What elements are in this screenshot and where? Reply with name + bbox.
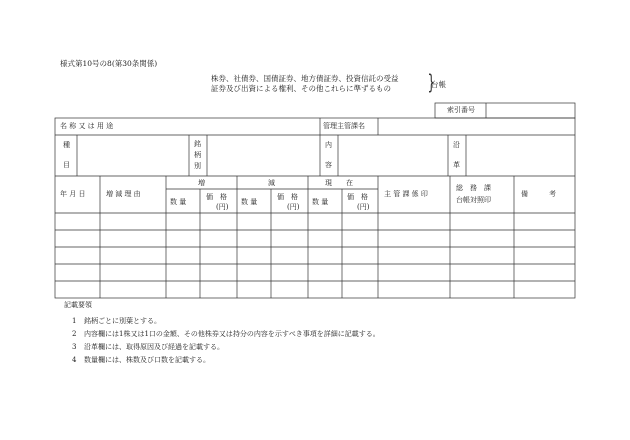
note-item: 3 沿革欄には、取得原因及び経過を記載する。 — [72, 343, 224, 351]
index-number-label: 索引番号 — [447, 106, 475, 114]
current-header: 現 在 — [325, 179, 353, 187]
management-section-label: 管理主管課名 — [323, 122, 365, 130]
current-price-header: 価 格 — [347, 193, 368, 201]
kind-label-bottom: 目 — [63, 161, 70, 169]
notes-heading: 記載要領 — [64, 301, 92, 309]
content-label-top: 内 — [325, 141, 332, 149]
title-line-2: 証券及び出資による権利、その他これらに準ずるもの — [211, 84, 391, 93]
note-item: 2 内容欄には1株又は1口の金額、その他株券又は持分の内容を示すべき事項を詳細に記載する。 — [72, 330, 380, 338]
brand-label-2: 柄 — [194, 151, 201, 159]
decrease-quantity-header: 数 量 — [241, 198, 258, 206]
decrease-header: 減 — [268, 179, 275, 187]
increase-price-unit: (円) — [216, 203, 229, 211]
name-purpose-label: 名 称 又 は 用 途 — [60, 122, 114, 130]
decrease-price-header: 価 格 — [277, 193, 298, 201]
current-quantity-header: 数 量 — [312, 198, 329, 206]
ledger-check-seal-header: 台帳対照印 — [456, 196, 491, 204]
brand-label-1: 銘 — [194, 140, 201, 148]
index-number-field[interactable] — [487, 104, 574, 117]
kind-label-top: 種 — [63, 141, 70, 149]
reason-header: 増 減 理 由 — [106, 190, 141, 198]
seal-header: 主 管 課 係 印 — [384, 190, 428, 198]
title-brace: } — [427, 70, 436, 94]
decrease-price-unit: (円) — [287, 203, 300, 211]
date-header: 年 月 日 — [60, 190, 86, 198]
current-price-unit: (円) — [357, 203, 370, 211]
note-item: 4 数量欄には、株数及び口数を記載する。 — [72, 356, 210, 364]
form-number: 様式第10号の8(第30条関係) — [60, 59, 158, 68]
increase-quantity-header: 数 量 — [170, 198, 187, 206]
remarks-header: 備 考 — [521, 190, 556, 198]
main-frame — [55, 118, 575, 298]
increase-header: 増 — [198, 179, 205, 187]
notes-section — [64, 300, 380, 367]
increase-price-header: 価 格 — [206, 193, 227, 201]
brand-label-3: 別 — [194, 162, 201, 170]
content-label-bottom: 容 — [325, 161, 332, 169]
note-item: 1 銘柄ごとに別葉とする。 — [72, 317, 161, 325]
title-suffix: 台帳 — [431, 80, 446, 89]
history-label-top: 沿 — [453, 141, 460, 149]
history-label-bottom: 革 — [453, 161, 460, 169]
general-affairs-header: 総 務 課 — [456, 184, 491, 192]
title-line-1: 株券、社債券、国債証券、地方債証券、投資信託の受益 — [211, 74, 399, 83]
